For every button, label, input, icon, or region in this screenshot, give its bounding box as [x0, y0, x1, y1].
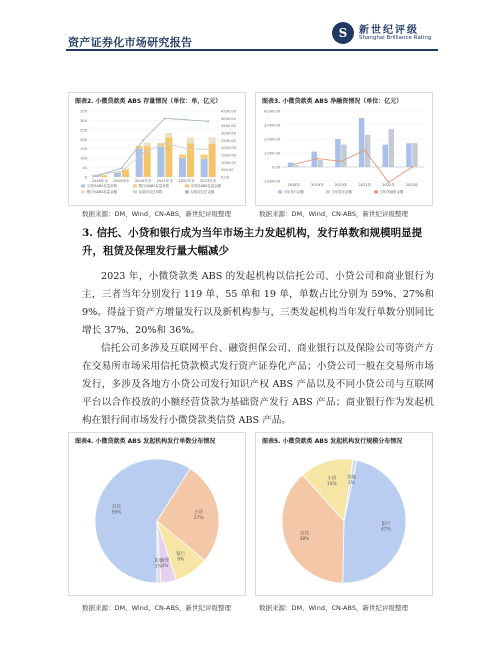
bar-amount [165, 133, 172, 137]
figure-5 [255, 432, 433, 596]
figure-4-chart [69, 445, 245, 595]
line-net-financing-point [364, 149, 366, 151]
paragraph-2: 信托公司多涉及互联网平台、融资担保公司、商业银行以及保险公司等资产方在交易所市场采用信托贷款模式发行资产证券化产品；小贷公司一般在交易所市场发行，多涉及各地方小贷公司发行知识产权 ABS 产品以及不同小贷公司与互联网平台以合作投放的小额经营贷款为基础资产发行 ABS 产品；商业银行作为发起机构在银行间市场发行小微贷款类信贷 ABS 产品。 [82, 343, 434, 426]
y-tick-label: 1,000.00 [263, 151, 280, 156]
right-tick-label: 4000.00 [221, 116, 236, 121]
x-tick-label: 2019年末 [113, 179, 130, 183]
bar-count [157, 147, 164, 177]
bar-repaid [341, 145, 347, 167]
legend-label: 当年偿还金额 [331, 190, 352, 194]
bar-count [179, 158, 186, 177]
bar-amount [144, 143, 151, 147]
right-tick-label: 3500.00 [221, 124, 236, 129]
legend-swatch [133, 184, 137, 187]
line-total-count-point [121, 170, 123, 172]
legend-swatch [185, 190, 189, 193]
legend-swatch [374, 190, 378, 193]
left-tick-label: 250 [80, 128, 87, 133]
line-total-amount-point [99, 174, 101, 176]
figure-3 [255, 92, 433, 206]
figure-2-source: 数据来源：DM、Wind、CN-ABS，新世纪评级整理 [82, 210, 231, 218]
x-tick-label: 2022年末 [178, 179, 195, 183]
bar-count [201, 159, 208, 177]
x-tick-label: 2018年末 [91, 179, 109, 183]
bar-amount [100, 175, 107, 177]
legend-label: 存续项目总金额 [190, 190, 215, 194]
left-tick-label: 50 [82, 166, 87, 171]
left-tick-label: 0 [84, 175, 87, 180]
left-tick-label: 350 [80, 109, 87, 114]
report-title: 资产证券化市场研究报告 [68, 36, 193, 49]
pie-value-label: 59% [111, 510, 122, 516]
paragraph-1: 2023 年，小微贷款类 ABS 的发起机构以信托公司、小贷公司和商业银行为主，三者当年分别发行 119 单、55 单和 19 单，单数占比分别为 59%、27%和 9%。得益于资产方增量发行以及新机构参与，三类发起机构当年发行单数分别同比增长 37%、20%和 36%。 [82, 271, 434, 336]
bar-repaid [389, 129, 395, 167]
pie-value-label: 14% [326, 482, 337, 488]
legend-label: 当年净融资金额 [379, 190, 404, 194]
brand-name-en: Shanghai Brilliance Rating [359, 35, 432, 41]
y-tick-label: -1,000.00 [262, 179, 280, 184]
figure-5-chart [256, 445, 432, 595]
line-total-count-point [207, 149, 209, 151]
line-net-financing-point [293, 163, 295, 165]
right-tick-label: 1000.00 [221, 160, 236, 165]
line-net-financing-point [388, 182, 390, 184]
pie-value-label: 4% [161, 563, 169, 569]
left-tick-label: 100 [80, 156, 87, 161]
x-tick-label: 2021年末 [156, 179, 174, 183]
bar-count [92, 175, 99, 177]
y-tick-label: 0.00 [271, 165, 280, 170]
left-tick-label: 200 [80, 137, 87, 142]
line-total-count-point [142, 153, 144, 155]
x-tick-label: 2020年 [334, 183, 348, 187]
figure-3-source: 数据来源：DM、Wind、CN-ABS，新世纪评级整理 [259, 210, 408, 218]
right-tick-label: 2000.00 [221, 146, 236, 151]
figure-3-title: 图表3. 小微贷款类 ABS 净融资情况（单位：亿元） [262, 98, 403, 105]
x-tick-label: 2023年末 [199, 179, 217, 183]
brand-name-cn: 新世纪评级 [359, 25, 419, 36]
pie-value-label: 1% [347, 481, 355, 487]
page-header [0, 0, 500, 52]
brand-logo [332, 20, 442, 48]
line-net-financing-point [317, 158, 319, 160]
line-total-amount-point [186, 119, 188, 121]
bar-repaid [412, 143, 418, 167]
bar-amount [187, 143, 194, 177]
pie-value-label: 27% [193, 515, 204, 521]
bar-count [136, 149, 143, 177]
figure-2 [68, 92, 246, 206]
legend-swatch [81, 184, 85, 187]
legend-label: 当年发行金额 [283, 190, 304, 194]
bar-amount [122, 170, 129, 177]
figure-2-chart [69, 105, 245, 205]
left-tick-label: 150 [80, 147, 87, 152]
legend-label: 存续项目总单数 [138, 190, 163, 194]
y-tick-label: 2,000.00 [263, 137, 280, 142]
line-net-financing-point [340, 161, 342, 163]
legend-label: 交易所ABS存量金额 [190, 184, 221, 188]
right-tick-label: 3000.00 [221, 131, 236, 136]
bar-issued [335, 139, 341, 167]
bar-amount [209, 137, 216, 144]
line-total-amount-point [142, 139, 144, 141]
legend-label: 银行间ABS存量单数 [138, 184, 169, 188]
y-tick-label: 4,000.00 [263, 109, 280, 114]
bar-issued [406, 143, 412, 167]
bar-repaid [294, 165, 300, 167]
pie-label: 保理 [160, 558, 170, 564]
figure-3-chart [256, 105, 432, 205]
bar-count [179, 154, 186, 158]
bar-count [201, 155, 208, 160]
figure-2-title: 图表2. 小微贷款类 ABS 存量情况（单位：单，亿元） [75, 98, 222, 105]
pie-value-label: 9% [177, 557, 185, 563]
brand-mark-icon: S [332, 22, 354, 44]
figure-5-title: 图表5. 小微贷款类 ABS 发起机构发行规模分布情况 [262, 438, 403, 445]
line-total-amount-point [207, 120, 209, 122]
x-tick-label: 2023年 [405, 183, 419, 187]
pie-label: 信托 [112, 505, 121, 511]
bar-issued [288, 163, 294, 167]
legend-swatch [81, 190, 85, 193]
line-net-financing-point [411, 166, 413, 168]
legend-label: 交易所ABS存量单数 [86, 184, 117, 188]
bar-amount [187, 137, 194, 143]
line-total-amount-point [164, 117, 166, 119]
pie-label: 银行 [381, 521, 391, 527]
legend-swatch [326, 190, 330, 193]
pie-label: 其他 [153, 559, 163, 565]
header-divider [66, 49, 438, 51]
line-total-count-point [186, 148, 188, 150]
legend-swatch [185, 184, 189, 187]
right-tick-label: 500.00 [221, 168, 234, 173]
pie-value-label: 47% [380, 527, 391, 533]
pie-value-label: 1% [154, 564, 162, 570]
legend-swatch [278, 190, 282, 193]
bar-issued [383, 145, 389, 167]
legend-label: 银行间ABS存量金额 [86, 190, 117, 194]
section-heading: 3. 信托、小贷和银行成为当年市场主力发起机构，发行单数和规模明显提升，租赁及保理发行量大幅减少 [82, 227, 423, 257]
figure-4-title: 图表4. 小微贷款类 ABS 发起机构发行单数分布情况 [75, 438, 216, 445]
pie-value-label: 38% [299, 537, 310, 543]
x-tick-label: 2022年 [382, 183, 395, 187]
bar-amount [209, 144, 216, 177]
pie-label: 小贷 [327, 476, 337, 482]
left-tick-label: 300 [80, 118, 87, 123]
figure-5-source: 数据来源：DM、Wind、CN-ABS，新世纪评级整理 [259, 604, 408, 612]
x-tick-label: 2020年末 [134, 179, 152, 183]
x-tick-label: 2019年 [311, 183, 324, 187]
pie-label: 信托 [300, 531, 309, 537]
figure-4 [68, 432, 246, 596]
line-total-amount-point [121, 167, 123, 169]
legend-swatch [133, 190, 137, 193]
figure-4-source: 数据来源：DM、Wind、CN-ABS，新世纪评级整理 [82, 604, 231, 612]
right-tick-label: 0.00 [221, 175, 230, 180]
right-tick-label: 1500.00 [221, 153, 236, 158]
line-total-count-point [164, 142, 166, 144]
bar-issued [359, 118, 365, 167]
right-tick-label: 2500.00 [221, 138, 236, 143]
pie-label: 银行 [176, 551, 186, 557]
pie-label: 其他 [347, 475, 356, 481]
pie-label: 小贷 [194, 510, 204, 516]
x-tick-label: 2021年 [358, 183, 372, 187]
y-tick-label: 3,000.00 [263, 123, 280, 128]
bar-count [114, 173, 121, 177]
x-tick-label: 2018年 [287, 183, 301, 187]
right-tick-label: 4500.00 [221, 109, 236, 114]
bar-repaid [318, 160, 324, 167]
